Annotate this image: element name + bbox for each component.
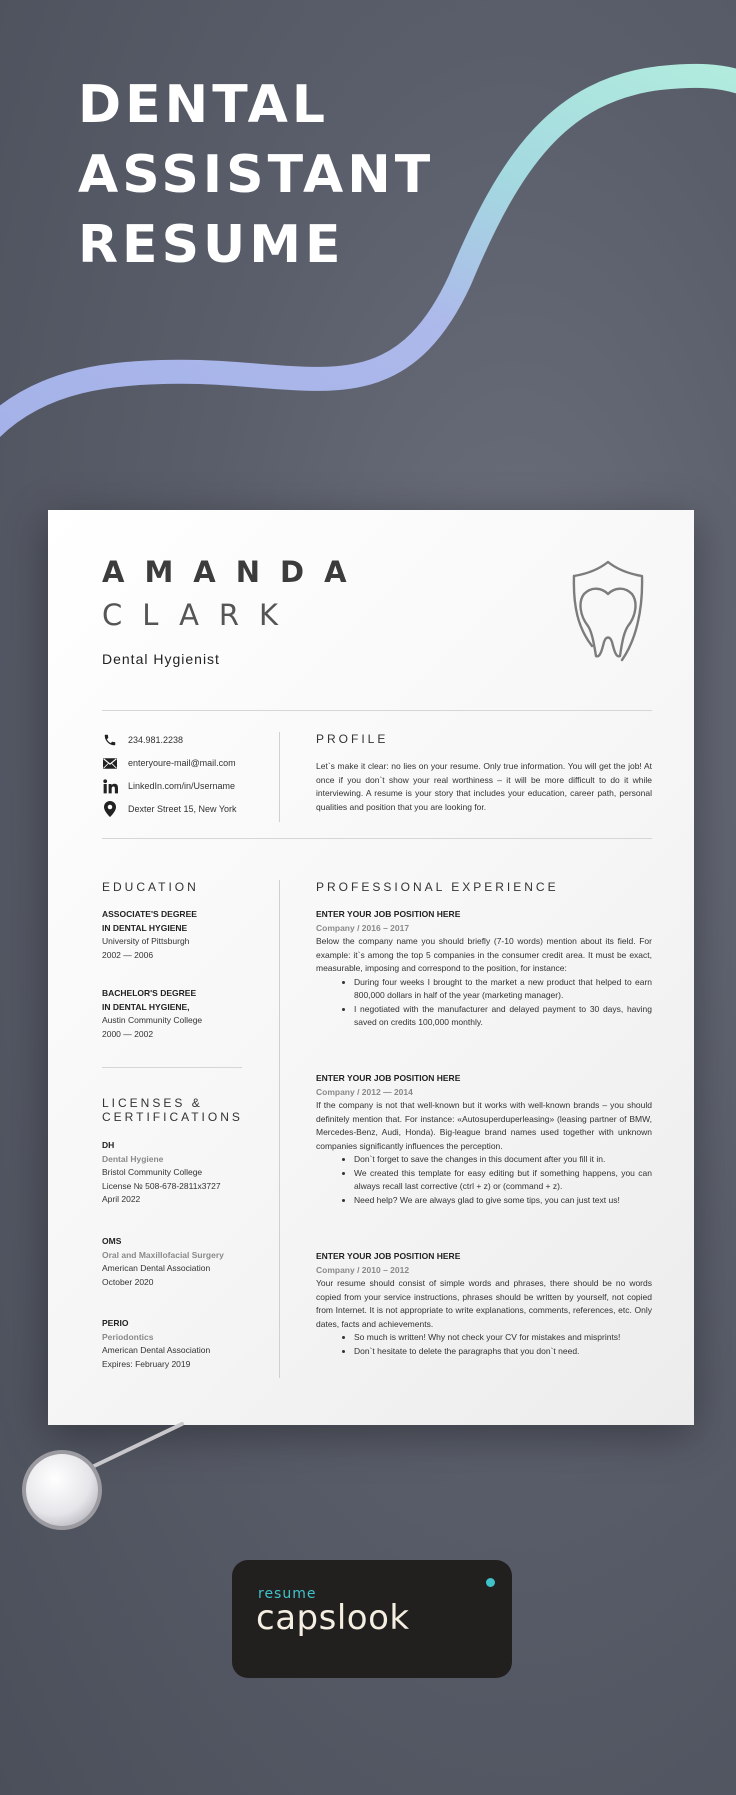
licenses-heading-line1: LICENSES & xyxy=(102,1096,203,1110)
hero-title-line3: RESUME xyxy=(78,215,345,275)
license-name: Periodontics xyxy=(102,1331,154,1342)
first-name: AMANDA xyxy=(102,555,367,589)
job-company: Company / 2012 — 2014 xyxy=(316,1086,413,1097)
location-pin-icon xyxy=(102,802,118,816)
license-detail: April 2022 xyxy=(102,1194,141,1204)
degree-field: IN DENTAL HYGIENE xyxy=(102,922,188,933)
job-position: ENTER YOUR JOB POSITION HERE xyxy=(316,1251,461,1261)
licenses-heading xyxy=(102,1096,243,1124)
resume-page xyxy=(48,510,694,1425)
linkedin-text: LinkedIn.com/in/Username xyxy=(128,781,236,791)
job-description: Below the company name you should briefly (7-10 words) mention about its field. For example: it`s among the top 5 companies in the consumer credit area. It must be exact, measurable, imposing and correspond to the position, for instance: xyxy=(316,936,652,973)
license-detail: October 2020 xyxy=(102,1276,154,1287)
license-item-3 xyxy=(102,1317,272,1371)
license-name: Oral and Maxillofacial Surgery xyxy=(102,1249,224,1260)
job-bullet: • During four weeks I brought to the market a new product that helped to earn 800,000 dollars in half of the year (marketing manager). xyxy=(354,976,652,1003)
job-title: Dental Hygienist xyxy=(102,651,220,667)
school-name: University of Pittsburgh xyxy=(102,936,190,946)
license-item-2 xyxy=(102,1235,272,1289)
brand-small-text: resume xyxy=(258,1586,317,1602)
license-detail: License № 508-678-2811x3727 xyxy=(102,1180,221,1191)
job-company: Company / 2016 – 2017 xyxy=(316,922,410,933)
license-code: DH xyxy=(102,1140,115,1150)
license-name: Dental Hygiene xyxy=(102,1153,164,1164)
job-bullet: • Don`t hesitate to delete the paragraphs that you don`t need. xyxy=(354,1345,652,1359)
hero-title xyxy=(78,70,434,280)
divider-top xyxy=(102,710,652,711)
education-years: 2000 — 2002 xyxy=(102,1028,154,1039)
job-bullets xyxy=(316,1153,652,1207)
license-detail: American Dental Association xyxy=(102,1345,211,1355)
job-description: Your resume should consist of simple words and phrases, there should be no words copied from your service instructions, phrases should be written by yourself, not copied from Internet. It is not appropriate to write explanations, comments, references, etc. Only dates, facts and achievements. xyxy=(316,1278,652,1329)
divider-vertical-main xyxy=(279,880,280,1378)
experience-item-2 xyxy=(316,1072,652,1207)
job-company: Company / 2010 – 2012 xyxy=(316,1264,410,1275)
job-position: ENTER YOUR JOB POSITION HERE xyxy=(316,909,461,919)
experience-item-1 xyxy=(316,908,652,1030)
divider-vertical-top xyxy=(279,732,280,822)
brand-dot-icon xyxy=(486,1578,495,1587)
degree-title: ASSOCIATE'S DEGREE xyxy=(102,909,197,919)
education-heading: EDUCATION xyxy=(102,880,199,894)
tooth-shield-icon xyxy=(570,560,646,664)
envelope-icon xyxy=(102,756,118,770)
experience-heading: PROFESSIONAL EXPERIENCE xyxy=(316,880,559,894)
license-code: PERIO xyxy=(102,1318,129,1328)
licenses-heading-line2: CERTIFICATIONS xyxy=(102,1110,243,1124)
job-bullet: • We created this template for easy editing but if something happens, you can always recall last corrective (ctrl + z) or (command + z). xyxy=(354,1167,652,1194)
last-name: CLARK xyxy=(102,598,299,632)
phone-icon xyxy=(102,733,118,747)
hero-title-line2: ASSISTANT xyxy=(78,145,435,205)
school-name: Austin Community College xyxy=(102,1015,203,1025)
hero-title-line1: DENTAL xyxy=(78,75,330,135)
profile-heading: PROFILE xyxy=(316,732,389,746)
job-bullet: • So much is written! Why not check your CV for mistakes and misprints! xyxy=(354,1331,652,1345)
contact-email xyxy=(102,756,236,770)
degree-title: BACHELOR'S DEGREE xyxy=(102,988,197,998)
email-text: enteryoure-mail@mail.com xyxy=(128,758,236,768)
job-bullet: • Need help? We are always glad to give some tips, you can just text us! xyxy=(354,1194,652,1208)
job-description: If the company is not that well-known but it works with well-known brands – you should definitely mention that. For instance: «Autosuperduperleasing» (leasing partner of BMW, Mercedes-Benz, Audi, Honda). Big-league brand names used together with unknown companies significantly influences the perception. xyxy=(316,1100,652,1151)
profile-text: Let`s make it clear: no lies on your resume. Only true information. You will get the job! At once if you don`t show your real worthiness – it will be more difficult to do it while interviewing. A resume is your story that includes your education, career path, personal qualities and position that you are looking for. xyxy=(316,761,652,812)
contact-address xyxy=(102,802,237,816)
job-bullets xyxy=(316,1331,652,1358)
contact-linkedin xyxy=(102,779,235,793)
address-text: Dexter Street 15, New York xyxy=(128,804,237,814)
job-bullets xyxy=(316,976,652,1030)
license-detail: Bristol Community College xyxy=(102,1167,203,1177)
divider-middle xyxy=(102,838,652,839)
job-position: ENTER YOUR JOB POSITION HERE xyxy=(316,1073,461,1083)
job-bullet: • I negotiated with the manufacturer and delayed payment to 30 days, having saved on credits 100,000 monthly. xyxy=(354,1003,652,1030)
divider-left xyxy=(102,1067,242,1068)
education-years: 2002 — 2006 xyxy=(102,949,154,960)
brand-name: capslook xyxy=(256,1598,410,1638)
education-item-1 xyxy=(102,908,252,962)
job-bullet: • Don`t forget to save the changes in this document after you fill it in. xyxy=(354,1153,652,1167)
linkedin-icon xyxy=(102,779,118,793)
license-code: OMS xyxy=(102,1236,122,1246)
phone-text: 234.981.2238 xyxy=(128,735,184,745)
license-item-1 xyxy=(102,1139,272,1207)
brand-logo xyxy=(232,1560,512,1678)
license-detail: American Dental Association xyxy=(102,1263,211,1273)
dental-mirror-icon xyxy=(0,1380,736,1530)
experience-item-3 xyxy=(316,1250,652,1358)
degree-field: IN DENTAL HYGIENE, xyxy=(102,1001,190,1012)
contact-phone xyxy=(102,733,183,747)
education-item-2 xyxy=(102,987,252,1041)
license-detail: Expires: February 2019 xyxy=(102,1358,191,1369)
